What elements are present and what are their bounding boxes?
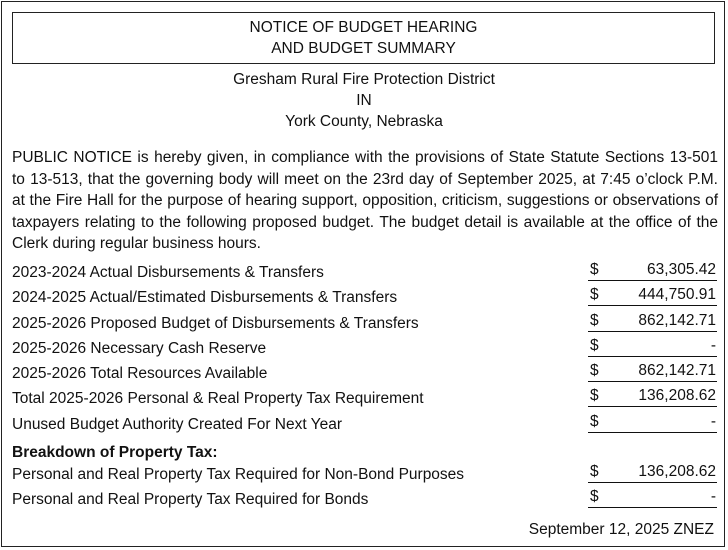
budget-row-label: Total 2025-2026 Personal & Real Property Tax Requirement xyxy=(12,390,424,408)
notice-title-line2: AND BUDGET SUMMARY xyxy=(271,40,456,57)
budget-row-money xyxy=(588,311,717,332)
currency-symbol: $ xyxy=(590,412,599,430)
currency-symbol: $ xyxy=(590,463,599,480)
county-name: York County, Nebraska xyxy=(285,113,443,130)
budget-row xyxy=(12,361,718,386)
entity-block xyxy=(2,69,726,132)
budget-row-money xyxy=(588,336,717,357)
budget-row xyxy=(12,386,718,411)
budget-row-label: 2025-2026 Total Resources Available xyxy=(12,365,268,383)
currency-symbol: $ xyxy=(590,362,599,380)
currency-symbol: $ xyxy=(590,387,599,405)
budget-row-label: 2025-2026 Necessary Cash Reserve xyxy=(12,339,267,357)
currency-symbol: $ xyxy=(590,311,599,329)
budget-row-money xyxy=(588,412,717,433)
budget-row-label: 2024-2025 Actual/Estimated Disbursements & Transfers xyxy=(12,289,398,307)
publication-footer: September 12, 2025 ZNEZ xyxy=(528,521,714,538)
currency-symbol: $ xyxy=(590,488,599,506)
budget-row-amount: 444,750.91 xyxy=(638,286,716,304)
budget-row-amount: 862,142.71 xyxy=(638,362,716,380)
budget-notice xyxy=(1,1,725,547)
budget-row-money xyxy=(588,260,717,281)
budget-row-money xyxy=(588,361,717,382)
budget-row-amount: - xyxy=(710,336,716,354)
budget-row-money xyxy=(588,386,717,407)
budget-row-money xyxy=(588,285,717,306)
budget-row xyxy=(12,285,718,310)
district-name: Gresham Rural Fire Protection District xyxy=(233,71,495,88)
notice-title-line1: NOTICE OF BUDGET HEARING xyxy=(249,19,478,36)
breakdown-row-label: Personal and Real Property Tax Required for Bonds xyxy=(12,491,369,509)
currency-symbol: $ xyxy=(590,286,599,304)
breakdown-row-amount: - xyxy=(710,488,716,506)
breakdown-row xyxy=(12,462,718,487)
currency-symbol: $ xyxy=(590,261,599,278)
breakdown-heading: Breakdown of Property Tax: xyxy=(12,444,218,461)
public-notice-text: PUBLIC NOTICE is hereby given, in compliance with the provisions of State Statute Sections 13-501 to 13-513, that the governing body will meet on the 23rd day of September 2025, at 7:45 o’clock P.M. at the Fire Hall for the purpose of hearing support, opposition, criticism, suggestions or observations of taxpayers relating to the following proposed budget. The budget detail is available at the office of the Clerk during regular business hours. xyxy=(12,149,718,252)
budget-row-amount: 136,208.62 xyxy=(638,387,716,405)
budget-row-amount: 862,142.71 xyxy=(638,311,716,329)
notice-title-box xyxy=(12,12,715,64)
budget-row-label: 2023-2024 Actual Disbursements & Transfers xyxy=(12,264,324,281)
budget-row xyxy=(12,412,718,437)
budget-row-label: 2025-2026 Proposed Budget of Disbursements & Transfers xyxy=(12,314,419,332)
budget-row xyxy=(12,311,718,336)
breakdown-row-label: Personal and Real Property Tax Required for Non-Bond Purposes xyxy=(12,466,465,483)
budget-table xyxy=(12,260,718,437)
breakdown-row-amount: 136,208.62 xyxy=(638,463,716,480)
currency-symbol: $ xyxy=(590,336,599,354)
breakdown-row xyxy=(12,487,718,512)
budget-row-amount: - xyxy=(710,412,716,430)
entity-in: IN xyxy=(356,92,372,109)
breakdown-row-money xyxy=(588,462,717,483)
budget-row xyxy=(12,260,718,285)
budget-row-label: Unused Budget Authority Created For Next Year xyxy=(12,415,343,433)
budget-row-amount: 63,305.42 xyxy=(647,261,716,278)
budget-row xyxy=(12,336,718,361)
breakdown-row-money xyxy=(588,487,717,508)
breakdown-table xyxy=(12,462,718,513)
